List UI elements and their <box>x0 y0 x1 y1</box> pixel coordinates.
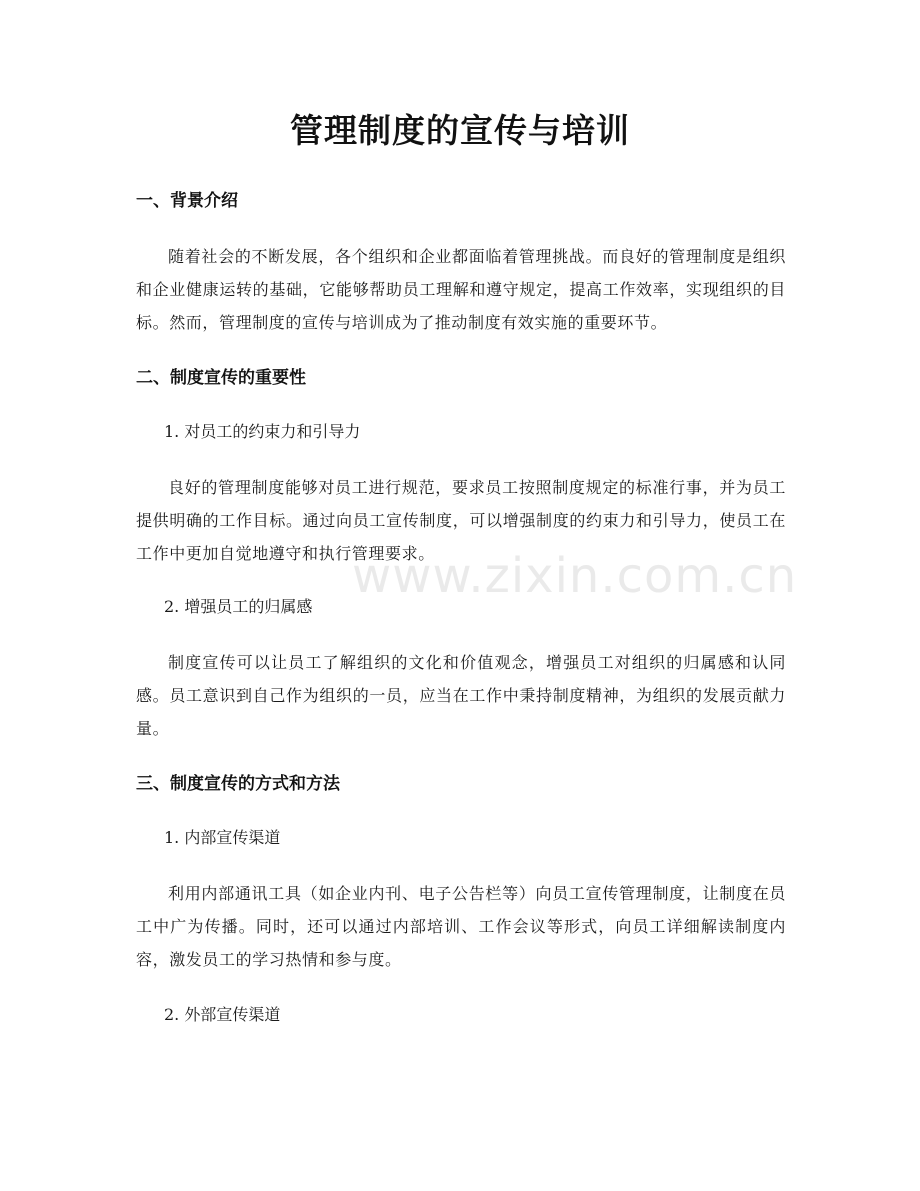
section-heading-background: 一、背景介绍 <box>136 191 238 211</box>
subheading: 2. 增强员工的归属感 <box>164 597 313 616</box>
paragraph: 良好的管理制度能够对员工进行规范，要求员工按照制度规定的标准行事，并为员工提供明确的工作目标。通过向员工宣传制度，可以增强制度的约束力和引导力，使员工在工作中更加自觉地遵守和执行管理要求。 <box>136 478 786 563</box>
document-title: 管理制度的宣传与培训 <box>290 111 630 150</box>
subheading: 2. 外部宣传渠道 <box>164 1005 281 1024</box>
subheading: 1. 内部宣传渠道 <box>164 828 281 847</box>
section-heading-methods: 三、制度宣传的方式和方法 <box>136 774 340 794</box>
paragraph: 随着社会的不断发展，各个组织和企业都面临着管理挑战。而良好的管理制度是组织和企业健康运转的基础，它能够帮助员工理解和遵守规定，提高工作效率，实现组织的目标。然而，管理制度的宣传与培训成为了推动制度有效实施的重要环节。 <box>136 247 786 332</box>
paragraph: 制度宣传可以让员工了解组织的文化和价值观念，增强员工对组织的归属感和认同感。员工意识到自己作为组织的一员，应当在工作中秉持制度精神，为组织的发展贡献力量。 <box>136 653 786 738</box>
document-body <box>136 180 786 1030</box>
watermark: www.zixin.com.cn <box>352 548 798 604</box>
paragraph: 利用内部通讯工具（如企业内刊、电子公告栏等）向员工宣传管理制度，让制度在员工中广为传播。同时，还可以通过内部培训、工作会议等形式，向员工详细解读制度内容，激发员工的学习热情和参与度。 <box>136 884 786 969</box>
subheading: 1. 对员工的约束力和引导力 <box>164 422 361 441</box>
section-heading-importance: 二、制度宣传的重要性 <box>136 368 306 388</box>
